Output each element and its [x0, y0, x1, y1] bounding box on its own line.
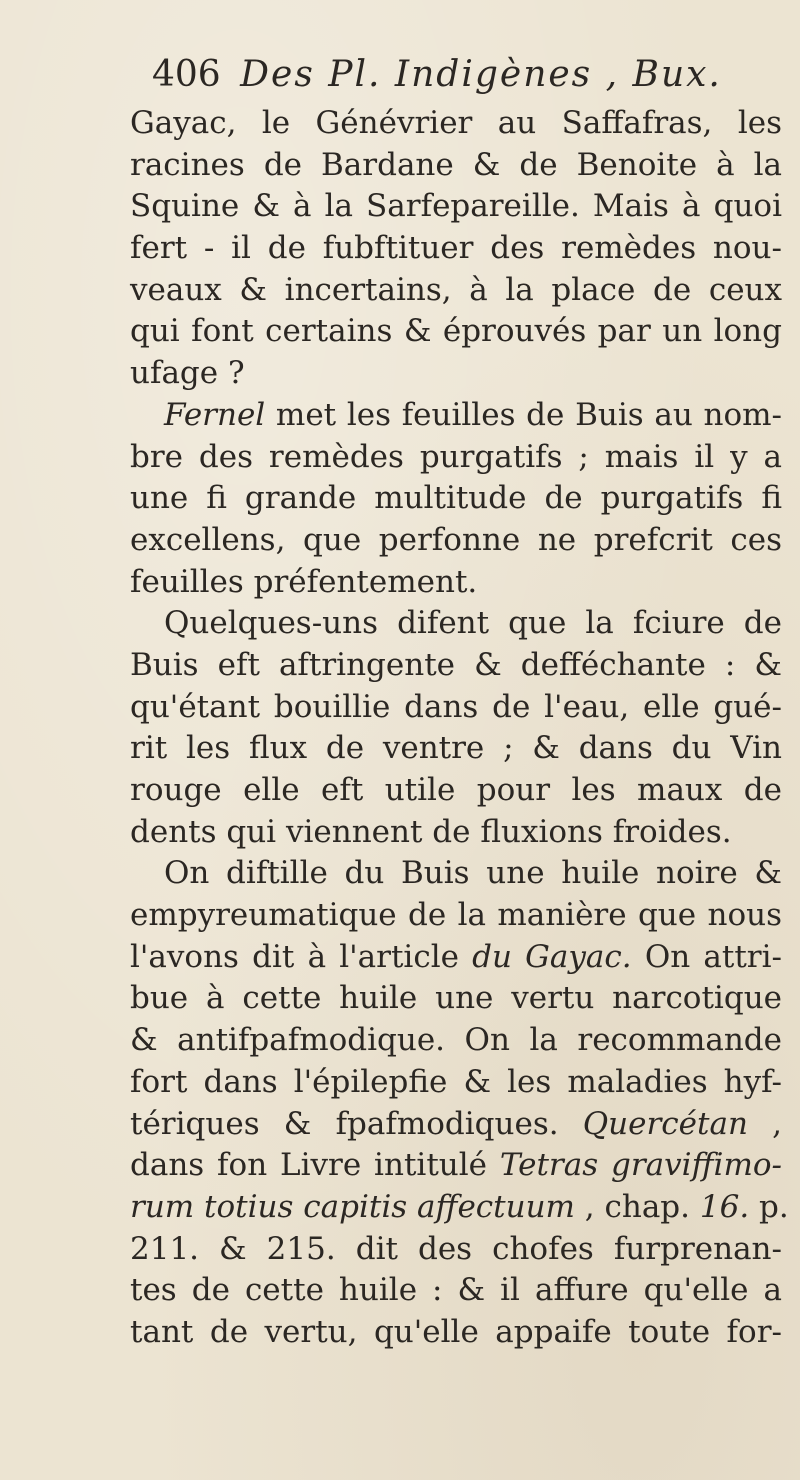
text-segment: une fi grande multitude de purgatifs fi — [130, 480, 782, 517]
text-segment: Buis eft aftringente & defféchante : & — [130, 646, 782, 683]
text-line — [130, 728, 782, 770]
text-line — [130, 937, 782, 979]
text-line — [130, 311, 782, 353]
text-line — [130, 770, 782, 812]
text-segment: qui font certains & éprouvés par un long — [130, 313, 782, 350]
text-line — [130, 1187, 789, 1229]
text-line — [130, 978, 782, 1020]
text-segment: l'avons dit à l'article — [130, 938, 473, 975]
text-segment: excellens, que perfonne ne prefcrit ces — [130, 521, 782, 558]
text-line — [130, 603, 782, 645]
italic-text: 16. — [699, 1188, 750, 1225]
italic-text: Tetras graviffimo- — [499, 1147, 782, 1184]
text-segment: bre des remèdes purgatifs ; mais il y a — [130, 438, 782, 475]
text-segment: , — [747, 1105, 782, 1142]
text-line — [130, 395, 782, 437]
text-line — [130, 228, 782, 270]
text-segment: ufage ? — [130, 355, 245, 392]
text-line — [130, 353, 782, 395]
text-segment: fert - il de fubftituer des remèdes nou- — [130, 230, 782, 267]
text-segment: met les feuilles de Buis au nom- — [265, 396, 782, 433]
text-segment: rouge elle eft utile pour les maux de — [130, 772, 782, 808]
text-line — [130, 687, 782, 729]
text-line — [130, 1270, 782, 1312]
text-line — [130, 812, 782, 854]
text-segment: bue à cette huile une vertu narcotique — [130, 980, 782, 1017]
text-segment: , chap. — [574, 1188, 700, 1225]
text-segment: dans fon Livre intitulé — [130, 1147, 500, 1184]
text-line — [130, 1312, 782, 1354]
italic-text: du Gayac. — [472, 938, 632, 975]
text-segment: veaux & incertains, à la place de ceux — [130, 271, 782, 308]
text-segment: On attri- — [631, 938, 782, 975]
page-number: 406 — [152, 54, 221, 95]
text-segment: racines de Bardane & de Benoite à la — [130, 146, 782, 183]
text-segment: & antifpafmodique. On la recommande — [130, 1022, 782, 1059]
text-line — [130, 520, 782, 562]
italic-text: Quercétan — [582, 1105, 748, 1142]
text-segment: Gayac, le Génévrier au Saffafras, les — [130, 105, 782, 141]
text-segment: p. — [749, 1188, 789, 1225]
text-line — [130, 1229, 782, 1271]
text-segment: qu'étant bouillie dans de l'eau, elle gué- — [130, 688, 782, 725]
text-segment: Quelques-uns difent que la fciure de — [164, 605, 782, 642]
text-segment: rit les flux de ventre ; & dans du Vin — [130, 730, 782, 767]
page-header — [152, 50, 772, 100]
italic-text: Fernel — [164, 396, 266, 433]
text-line — [130, 478, 782, 520]
text-segment: tes de cette huile : & il affure qu'elle a — [130, 1272, 782, 1309]
text-line — [130, 895, 782, 937]
text-segment: fort dans l'épilepfie & les maladies hyf- — [130, 1063, 782, 1100]
text-segment: 211. & 215. dit des chofes furprenan- — [130, 1230, 782, 1267]
body-text — [130, 103, 789, 1354]
text-segment: On diftille du Buis une huile noire & — [164, 855, 782, 892]
text-line — [130, 1062, 782, 1104]
text-line — [130, 1020, 782, 1062]
text-segment: dents qui viennent de fluxions froides. — [130, 813, 732, 850]
running-title: Des Pl. Indigènes , Bux. — [240, 54, 722, 95]
text-line — [130, 145, 782, 187]
text-line — [130, 1145, 782, 1187]
text-segment: tériques & fpafmodiques. — [130, 1105, 583, 1142]
text-line — [130, 645, 782, 687]
text-segment: feuilles préfentement. — [130, 563, 478, 600]
text-line — [130, 853, 782, 895]
text-line — [130, 270, 782, 312]
italic-text: rum totius capitis affectuum — [130, 1188, 575, 1225]
text-segment: tant de vertu, qu'elle appaife toute for- — [130, 1313, 782, 1350]
text-line — [130, 437, 782, 479]
text-segment: empyreumatique de la manière que nous — [130, 897, 782, 934]
text-line — [130, 562, 782, 604]
text-line — [130, 186, 782, 228]
text-line — [130, 103, 782, 145]
text-line — [130, 1104, 782, 1146]
text-segment: Squine & à la Sarfepareille. Mais à quoi — [130, 188, 782, 225]
